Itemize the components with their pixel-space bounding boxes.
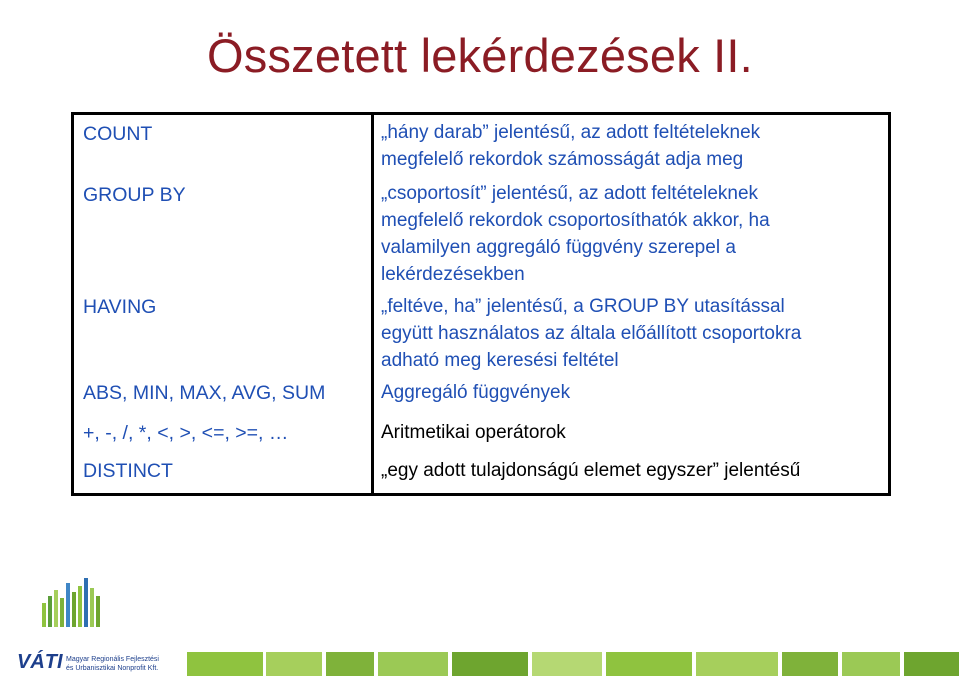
footer-stripe [266, 652, 322, 676]
brand-subtitle-line: és Urbanisztikai Nonprofit Kft. [66, 665, 159, 672]
desc-line: adható meg keresési feltétel [381, 350, 619, 371]
footer-stripe [606, 652, 692, 676]
desc-line: valamilyen aggregáló függvény szerepel a [381, 237, 736, 258]
footer-stripe [187, 652, 263, 676]
brand-subtitle-line: Magyar Regionális Fejlesztési [66, 656, 159, 663]
footer-stripe [696, 652, 778, 676]
term-distinct: DISTINCT [83, 460, 173, 482]
footer-stripe [378, 652, 448, 676]
desc-aggregates [381, 379, 570, 406]
desc-line: „egy adott tulajdonságú elemet egyszer” jelentésű [381, 460, 801, 481]
desc-line: „feltéve, ha” jelentésű, a GROUP BY utasítással [381, 296, 785, 317]
slide-title: Összetett lekérdezések II. [207, 29, 753, 82]
desc-group-by [381, 180, 770, 288]
desc-distinct [381, 457, 800, 484]
desc-line: együtt használatos az általa előállított csoportokra [381, 323, 802, 344]
term-count: COUNT [83, 123, 153, 145]
footer-stripe [782, 652, 838, 676]
term-having: HAVING [83, 296, 157, 318]
desc-line: Aggregáló függvények [381, 382, 571, 403]
desc-having [381, 293, 801, 374]
desc-operators [381, 419, 566, 446]
desc-count [381, 119, 760, 173]
footer-stripe [904, 652, 959, 676]
desc-line: lekérdezésekben [381, 264, 525, 285]
desc-line: „hány darab” jelentésű, az adott feltételeknek [381, 122, 761, 143]
term-aggregates: ABS, MIN, MAX, AVG, SUM [83, 382, 326, 404]
sql-keyword-table [71, 112, 891, 496]
footer-stripe [532, 652, 602, 676]
desc-line: „csoportosít” jelentésű, az adott feltételeknek [381, 183, 759, 204]
term-operators: +, -, /, *, <, >, <=, >=, … [83, 422, 289, 444]
column-divider [371, 115, 374, 493]
desc-line: Aritmetikai operátorok [381, 422, 566, 443]
footer-stripe [326, 652, 374, 676]
footer-stripe [842, 652, 900, 676]
brand-subtitle [66, 655, 159, 673]
brand-name: VÁTI [17, 651, 63, 673]
desc-line: megfelelő rekordok csoportosíthatók akkor, ha [381, 210, 770, 231]
term-group-by: GROUP BY [83, 184, 186, 206]
desc-line: megfelelő rekordok számosságát adja meg [381, 149, 744, 170]
footer-stripe [452, 652, 528, 676]
